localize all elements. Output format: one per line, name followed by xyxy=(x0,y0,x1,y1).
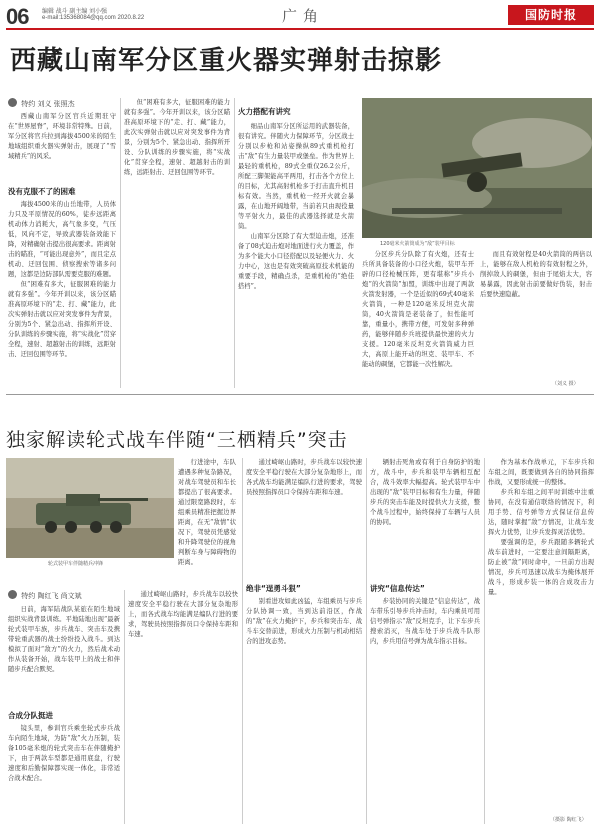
article2-headline: 独家解读轮式战车伴随“三栖精兵”突击 xyxy=(6,429,348,451)
article1-subhead2: 火力搭配有讲究 xyxy=(238,107,291,116)
article2-paragraph: 作为基本作战单元，下车步兵和车组之间，既要做到各自的协同指挥作战，又要形成统一的整体。 xyxy=(488,459,594,486)
article2-paragraph: 行进途中，车队遭遇多种复杂路况，对战车驾驶员和车长都提出了很高要求。通过限宽路段时，车组乘员精准把握边界距离，在无“敌情”状况下，驾驶员凭感觉和升降驾驶位的视角判断车身与障碍物的距离。 xyxy=(178,459,236,566)
article1-headline: 西藏山南军分区重火器实弹射击掠影 xyxy=(10,46,443,76)
editor-line: 编辑 战斗 副主编 刘小强 xyxy=(42,9,108,15)
page-number: 06 xyxy=(6,4,29,29)
column-rule xyxy=(234,98,235,388)
rocket-launcher-photo xyxy=(362,98,592,238)
article1-paragraph: 细品山南军分区所运用的武器装备，很有讲究。伴随火力保障环节，分区战士分别以步枪和站姿操纵89式重机枪打击“敌”有生力量装甲或堡垒。作为世界上最轻的重机枪，89式全重仅26.2公斤，所配三脚架能高平两用，打击各个方位上的目标，尤其高射机枪多于打击直升机目标有效。当然，重机枪一经开火就会暴露，在山地开阔地带，当前若只由现役量等平射火力，最佳的武器选择就是火箭筒。 xyxy=(238,123,354,230)
article1-col5 xyxy=(480,250,592,360)
armored-vehicle-photo xyxy=(6,458,174,558)
article1-paragraph: 但“困难有多大，征服困难的能力就有多强”。今年开训以来，该分区瞄准高原环境下的“走、打、藏”能力，此次实弹射击就以应对突发事件为背景，分别为5个、紧急出动、指挥所开设、分队训练的步骤实施，将“实战化”贯穿全程，速射、超越射击的训练，远距射击、迂回包围等环节。 xyxy=(124,99,230,176)
article2-paragraph: 镜头里，参训官兵乘坐轮式步兵战车向陌生地域，为防“敌”火力压制，装备105毫米炮的轮式突击车在伴随掩护下，由于两款车型都是通用底盘，行驶速度和后勤保障都实现一体化，非常适合战术配合。 xyxy=(8,725,120,782)
header-rule xyxy=(6,28,594,30)
article2-col3-body xyxy=(246,597,362,824)
article2-subhead1: 合成分队挺进 xyxy=(8,711,53,720)
byline-marker-icon xyxy=(8,98,17,107)
article1-paragraph: 山南军分区除了有大型迫击炮，还准备了08式迫击炮对地面进行火力覆盖，作为多个能大小口径搭配以及轻便火力、火力中心，这也是有效突破高原技术机能的重要手段，精确点杀，是重机枪的“绝佳搭档”。 xyxy=(238,233,354,290)
newspaper-logo: 国防时报 xyxy=(508,5,594,25)
photo1-caption: 120毫米火箭筒成为“敌”装甲目标 xyxy=(380,241,455,247)
article1-col3 xyxy=(238,122,354,390)
armored-vehicle-photo-image xyxy=(6,458,174,558)
column-rule xyxy=(242,458,243,824)
article2-paragraph: 步兵和车组之间平时训练中注重协同，在没有通信联络的情况下，利用手势、信号弹等方式保证信息传达，随时掌握“敌”方情况，让战车发挥火力优势，让步兵发挥灵活优势。 xyxy=(488,489,594,536)
article2-col1-body xyxy=(8,724,120,824)
article2-col5 xyxy=(488,458,594,814)
article2-paragraph: 通过崎岖山路时，步兵战车以较快速度安全平稳行驶在大部分复杂地形上，而各式战车均能满足编队行进的要求，驾驶员按照指挥员口令保持车距和车速。 xyxy=(246,459,362,496)
contact-line: e-mail:135368084@qq.com 2020.8.22 xyxy=(42,15,145,21)
article2-byline xyxy=(8,590,82,601)
article-divider xyxy=(6,394,594,395)
article2-col4 xyxy=(370,458,480,578)
article1-paragraph: 但“困难有多大，征服困难的能力就有多强”。今年开训以来，该分区瞄准高原环境下的“走、打、藏”能力，此次实弹射击就以应对突发事件为背景，分别为5个、紧急出动、指挥所开设、分队训练的步骤实施，将“实战化”贯穿全程，速射、超越射击的训练，远距射击、迂回包围等环节。 xyxy=(8,281,116,358)
article2-col1 xyxy=(8,605,120,705)
article1-intro-paragraph: 西藏山南军分区官兵近期驻守在“世界屋脊”，环境非常特殊。日前，军分区将官兵拉到海拔4500米的陌生地域组织重火器实弹射击，展现了“雪域精兵”的风采。 xyxy=(8,113,116,160)
article2-subhead2: 绝非“逞勇斗狠” xyxy=(246,584,301,593)
column-rule xyxy=(484,458,485,824)
article1-col1-body xyxy=(8,200,116,385)
photo2-credit: （摄影 陶红飞） xyxy=(550,817,587,823)
article1-byline xyxy=(8,98,75,109)
article1-subhead1: 没有克服不了的困难 xyxy=(8,187,76,196)
page-header xyxy=(0,0,600,34)
article2-byline-text: 特约 陶红飞 尚文斌 xyxy=(21,592,82,600)
article2-paragraph: 辆射击死角或有利于自身防护的地方，战斗中，步兵和装甲车辆相互配合，战斗效率大幅提高。轮式装甲车中出现的“敌”装甲目标和有生力量，伴随步兵的突击车能及时提供火力支援，整个战斗过程中，始终保持了车辆与人员的协同。 xyxy=(370,459,480,526)
article1-byline-text: 特约 刘义 张照杰 xyxy=(21,100,75,108)
article1-paragraph: 海拔4500米的山岳地带，人员体力只及平原情况的60%，徒步远距离机动体力消耗大，高气象多变，气压低，风向不定，导致武器装备效能下降，对精确射击提出很高要求。距离射击的瞄准，“可能出现意外”，而且定点机动、迂回包围、侦察搜索等诸多问题，这都是边防部队需要克服的难题。 xyxy=(8,201,116,278)
photo1-credit: （刘义 摄） xyxy=(552,381,579,387)
photo2-caption: 轮式装甲车伴随精兵冲锋 xyxy=(48,561,104,567)
article2-paragraph: 别看进攻如此凶猛，车组乘员与步兵分队协调一致，当到达前沿区，作战的“敌”在火力掩护下，步兵和突击车、战斗车交替前进，形成火力压制与机动相结合的进攻态势。 xyxy=(246,598,362,645)
article1-col2 xyxy=(124,98,230,388)
rocket-launcher-photo-image xyxy=(362,98,592,238)
column-rule xyxy=(366,458,367,824)
article2-paragraph: 日前，海军陆战队某旅在陌生地域组织实战背景训练。平地陆地出现“最新轮式装甲车族，步兵战车、突击车及携带轮重武器的战士纷纷投入战斗。到达模拟了面对“敌方”的火力，然后战术动作从装备开始，战车装甲上的战士和伴随步兵配合默契。 xyxy=(8,606,120,673)
article2-col2 xyxy=(128,590,238,824)
byline-marker-icon xyxy=(8,590,17,599)
article2-subhead3: 讲究“信息传达” xyxy=(370,584,425,593)
column-rule xyxy=(120,98,121,388)
article1-col4 xyxy=(362,250,474,390)
article1-col1-intro xyxy=(8,112,116,180)
article1-paragraph: 分区步兵分队除了有火炮，还有士兵所具备装备的小口径火炮，装甲车开辟的口径枪械压阵，更有堪称“步兵小炮”的火箭筒”加盟，训练中出现了两款火箭发射器，一个是近似的69式40毫米火箭筒，一种是120毫米反坦克火箭筒，40火箭筒是老装备了，但性能可靠，重量小，携带方便，可发射多种弹药，能够伴随步兵班提供最快速的火力支援。120毫米反坦克火箭筒威力巨大，高原上能开动的坦克、装甲车、不能动的碉堡，它都能一次性解决。 xyxy=(362,251,474,368)
column-rule xyxy=(124,590,125,824)
article2-col3 xyxy=(246,458,362,578)
article1-paragraph: 而且有效射程是40火箭筒的两倍以上，能够在敌人机枪的有效射程之外，削掉敌人的碉堡，但由于尾焰太大，容易暴露，因此射击前要做好伪装，射击后要快速隐蔽。 xyxy=(480,251,592,298)
section-title: 广角 xyxy=(282,7,325,25)
article2-paragraph: 要强调的是，步兵跟随多辆轮式战车前进时，一定要注意间隔距离，防止被“敌”同时命中，一旦前方出现情况，步兵可迅速以战车为掩体展开战斗，形成步装一体的合成攻击力量。 xyxy=(488,539,594,596)
article2-paragraph: 步装协同的关键是“信息传达”，战车带乐引导步兵冲击时，车内乘员可用信号弹指示“敌”反坦克手，让下车步兵搜索消灭，当战车处于步兵战斗队形内，步兵用信号弹为战车指示目标。 xyxy=(370,598,480,645)
article2-col4-body xyxy=(370,597,480,824)
article2-paragraph: 通过崎岖山路时，步兵战车以较快速度安全平稳行驶在大部分复杂地形上，而各式战车均能满足编队行进的要求，驾驶员按照指挥员口令保持车距和车速。 xyxy=(128,591,238,638)
